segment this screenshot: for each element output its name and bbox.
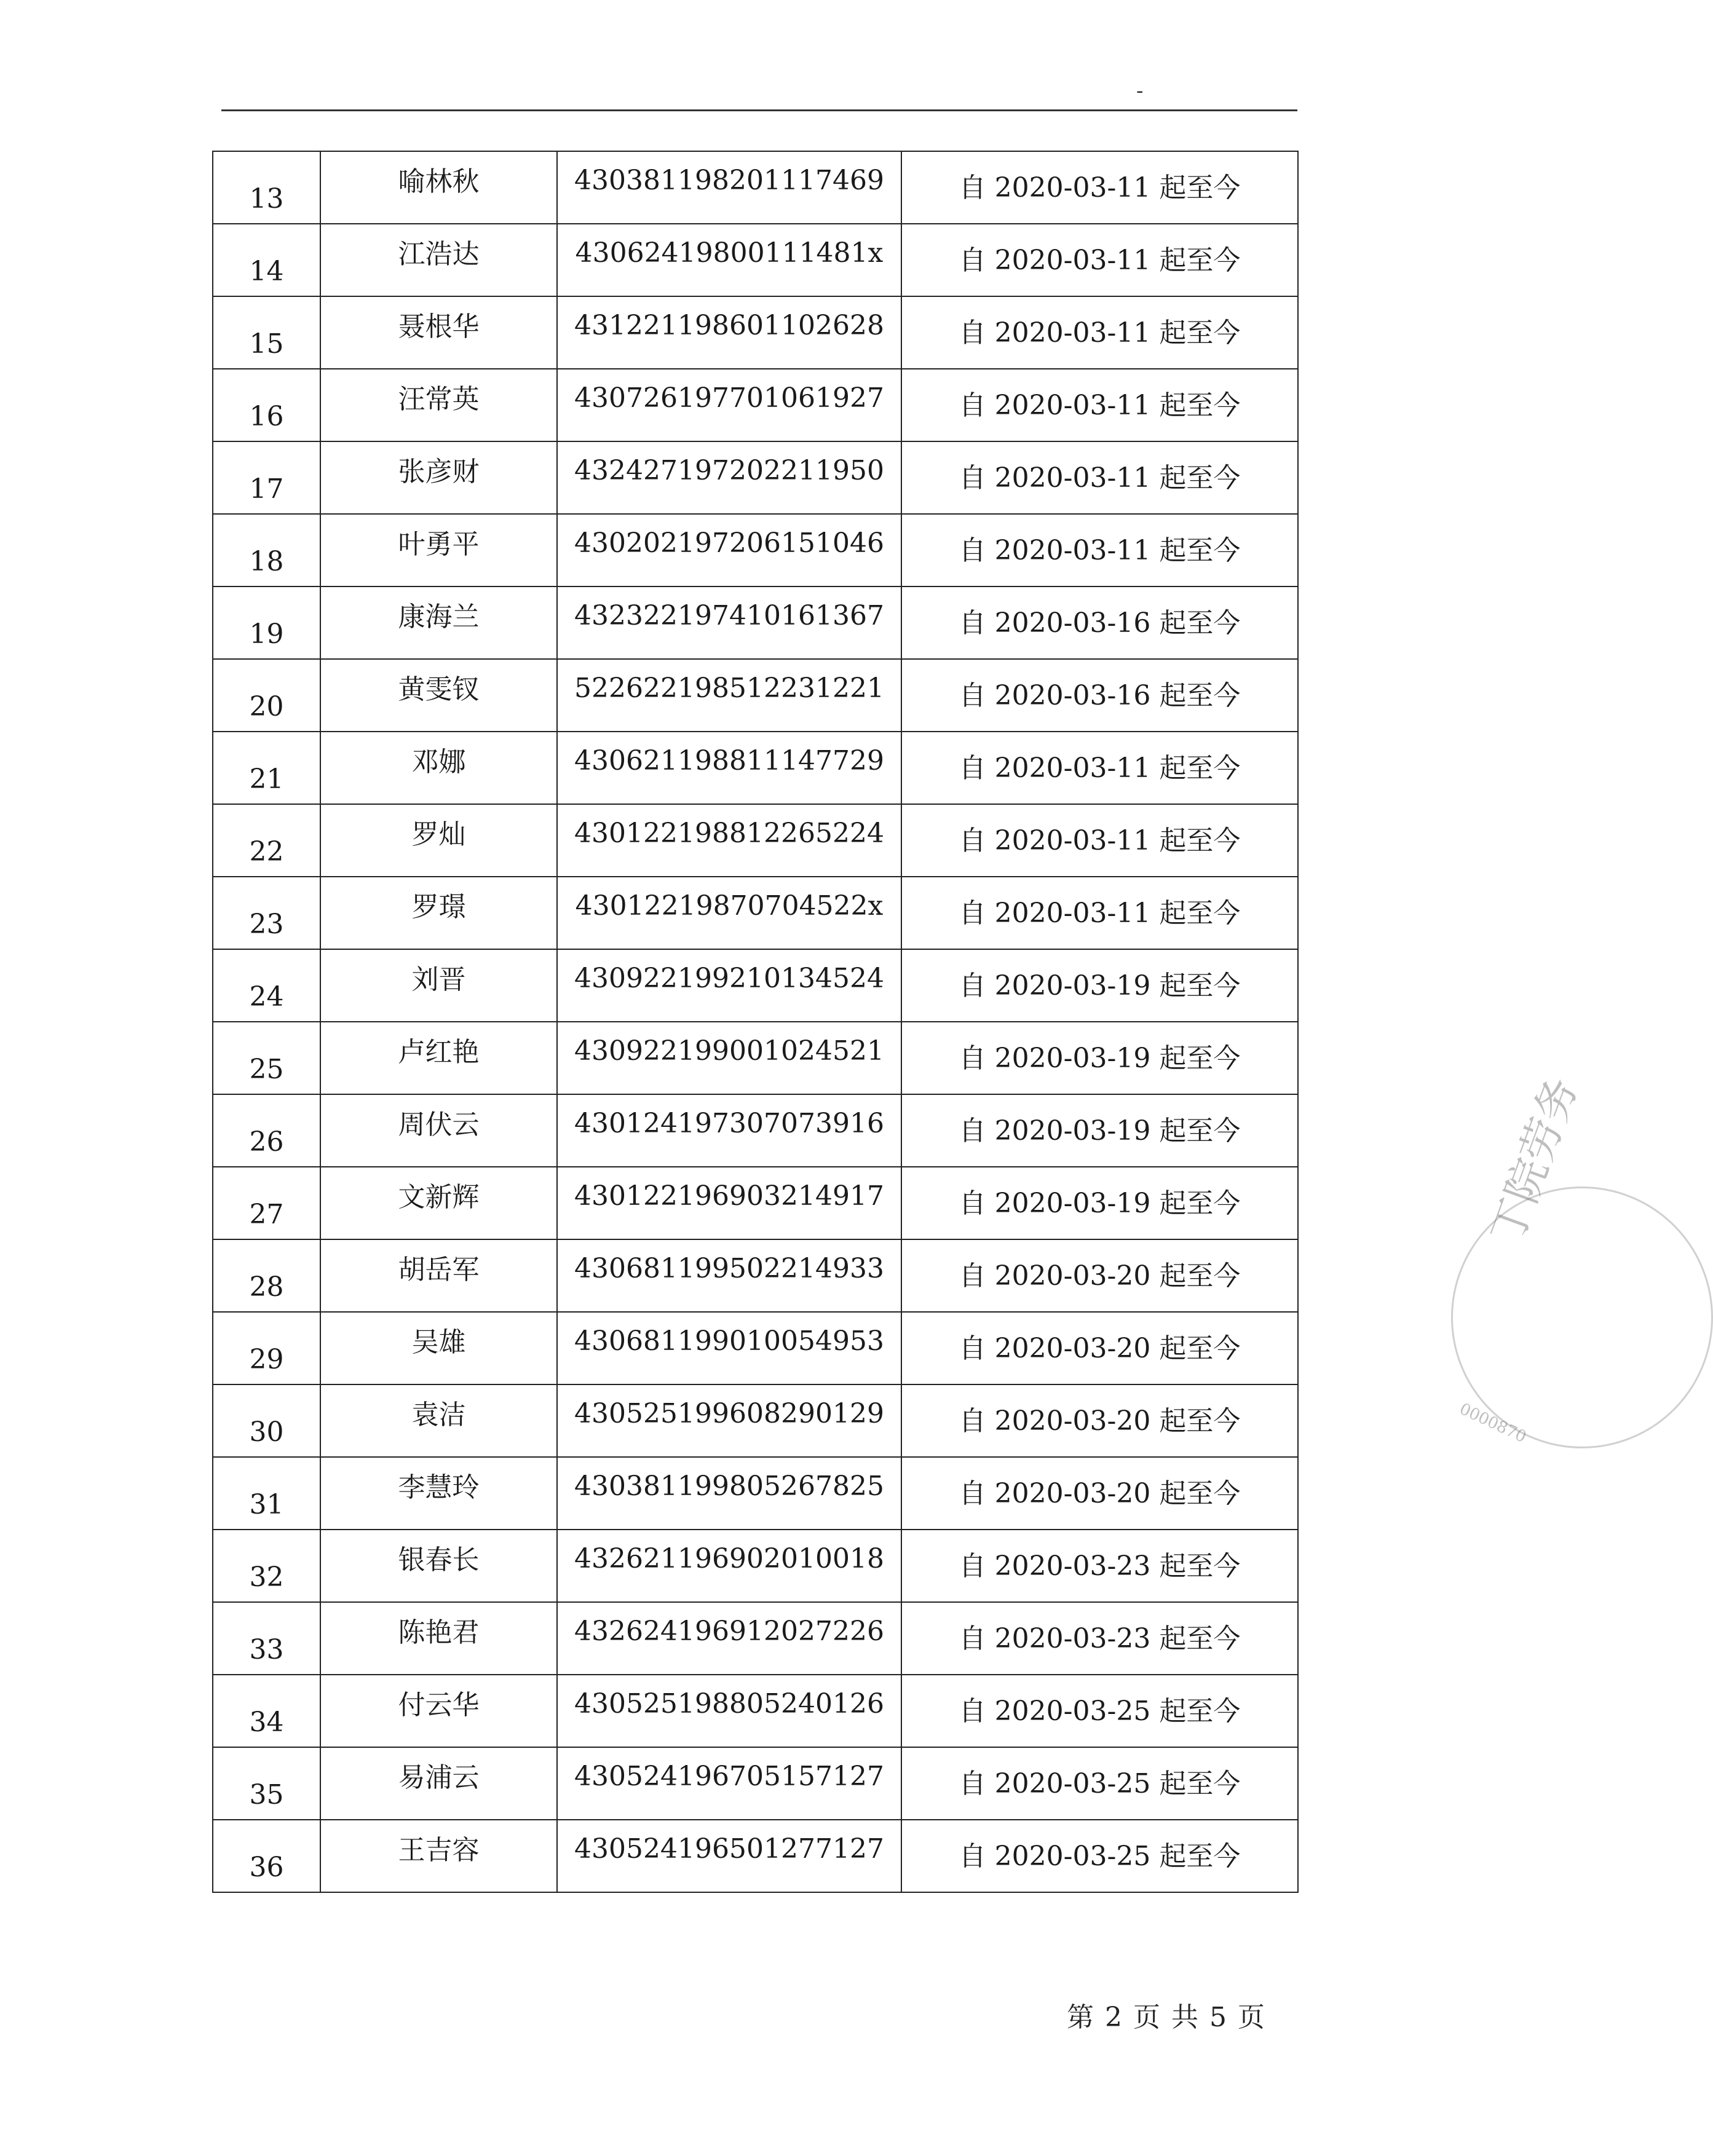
row-number: 16 [249, 400, 284, 432]
row-number-cell [213, 296, 320, 369]
employee-name-cell [320, 151, 557, 224]
employment-period-cell [901, 1312, 1298, 1384]
employment-period: 自 2020-03-19 起至今 [959, 1043, 1241, 1074]
employment-period-cell [901, 1384, 1298, 1457]
id-number-cell [557, 369, 901, 441]
row-number: 36 [249, 1851, 284, 1883]
employee-name-cell [320, 1457, 557, 1530]
employee-name-cell [320, 1602, 557, 1675]
id-number: 43062419800111481x [575, 237, 884, 269]
employee-name-cell [320, 1820, 557, 1892]
row-number-cell [213, 659, 320, 732]
employee-name: 聂根华 [398, 311, 480, 342]
employee-name: 王吉容 [398, 1834, 480, 1866]
employee-name-cell [320, 659, 557, 732]
table-row [213, 659, 1298, 732]
header-rule [221, 109, 1297, 111]
row-number-cell [213, 1602, 320, 1675]
row-number: 13 [249, 183, 284, 215]
employment-period: 自 2020-03-11 起至今 [959, 462, 1241, 494]
id-number-cell [557, 1602, 901, 1675]
id-number: 522622198512231221 [574, 672, 884, 704]
employee-name: 银春长 [398, 1544, 480, 1576]
row-number: 27 [249, 1198, 284, 1230]
id-number: 430124197307073916 [574, 1107, 884, 1139]
table-row [213, 151, 1298, 224]
employee-name-cell [320, 1094, 557, 1167]
employment-period-cell [901, 1675, 1298, 1747]
employee-name: 卢红艳 [398, 1037, 480, 1068]
employee-name-cell [320, 1530, 557, 1602]
id-number-cell [557, 949, 901, 1022]
employee-name-cell [320, 949, 557, 1022]
employee-name: 文新辉 [398, 1182, 480, 1213]
table-row [213, 949, 1298, 1022]
table-row [213, 586, 1298, 659]
row-number: 32 [249, 1561, 284, 1593]
id-number-cell [557, 1022, 901, 1094]
id-number: 430922199001024521 [574, 1035, 884, 1067]
row-number: 26 [249, 1126, 284, 1158]
row-number: 21 [249, 763, 284, 795]
employee-name-cell [320, 1747, 557, 1820]
employee-table [212, 151, 1299, 1893]
row-number: 22 [249, 835, 284, 867]
employment-period-cell [901, 1239, 1298, 1312]
row-number: 35 [249, 1779, 284, 1810]
row-number-cell [213, 151, 320, 224]
employee-name-cell [320, 877, 557, 949]
employee-name-cell [320, 296, 557, 369]
employee-name: 陈艳君 [398, 1617, 480, 1648]
table-row [213, 1457, 1298, 1530]
id-number-cell [557, 1530, 901, 1602]
row-number: 28 [249, 1271, 284, 1303]
employee-name-cell [320, 732, 557, 804]
table-row [213, 1022, 1298, 1094]
employee-name: 喻林秋 [398, 166, 480, 197]
table-row [213, 1675, 1298, 1747]
employment-period: 自 2020-03-20 起至今 [959, 1405, 1241, 1437]
employment-period: 自 2020-03-11 起至今 [959, 172, 1241, 203]
employee-name-cell [320, 1384, 557, 1457]
employee-name: 张彦财 [398, 456, 480, 488]
employee-name: 罗璟 [411, 891, 466, 923]
employee-name: 胡岳军 [398, 1254, 480, 1285]
table-row [213, 877, 1298, 949]
row-number-cell [213, 1312, 320, 1384]
employment-period-cell [901, 441, 1298, 514]
employee-name-cell [320, 1675, 557, 1747]
employee-name: 黄雯钗 [398, 674, 480, 705]
employee-name-cell [320, 441, 557, 514]
id-number-cell [557, 1457, 901, 1530]
id-number-cell [557, 732, 901, 804]
id-number: 432621196902010018 [574, 1542, 884, 1574]
employment-period-cell [901, 1602, 1298, 1675]
id-number: 430122196903214917 [574, 1180, 884, 1212]
employment-period: 自 2020-03-19 起至今 [959, 970, 1241, 1001]
header-mark: - [1136, 79, 1144, 103]
table-row [213, 369, 1298, 441]
row-number: 18 [249, 545, 284, 577]
id-number-cell [557, 151, 901, 224]
table-row [213, 1384, 1298, 1457]
employment-period: 自 2020-03-25 起至今 [959, 1696, 1241, 1727]
employment-period: 自 2020-03-11 起至今 [959, 752, 1241, 784]
employee-name: 李慧玲 [398, 1472, 480, 1503]
employment-period-cell [901, 1094, 1298, 1167]
row-number-cell [213, 1530, 320, 1602]
employment-period-cell [901, 732, 1298, 804]
row-number: 23 [249, 908, 284, 940]
employee-name-cell [320, 1239, 557, 1312]
id-number-cell [557, 224, 901, 296]
id-number: 430525199608290129 [574, 1397, 884, 1429]
id-number-cell [557, 804, 901, 877]
employee-name-cell [320, 1312, 557, 1384]
employment-period-cell [901, 659, 1298, 732]
employee-name: 袁洁 [411, 1399, 466, 1431]
id-number: 430525198805240126 [574, 1688, 884, 1720]
id-number-cell [557, 296, 901, 369]
table-row [213, 1602, 1298, 1675]
employment-period-cell [901, 514, 1298, 586]
id-number-cell [557, 514, 901, 586]
employee-name-cell [320, 1167, 557, 1239]
employment-period: 自 2020-03-23 起至今 [959, 1623, 1241, 1654]
employment-period-cell [901, 1167, 1298, 1239]
id-number-cell [557, 1820, 901, 1892]
id-number: 430381198201117469 [574, 164, 884, 196]
row-number: 34 [249, 1706, 284, 1738]
row-number-cell [213, 1820, 320, 1892]
table-row [213, 804, 1298, 877]
page-number: 第 2 页 共 5 页 [1067, 2002, 1266, 2033]
table-row [213, 1530, 1298, 1602]
employment-period: 自 2020-03-16 起至今 [959, 680, 1241, 711]
employment-period-cell [901, 586, 1298, 659]
employment-period: 自 2020-03-20 起至今 [959, 1478, 1241, 1509]
employment-period-cell [901, 804, 1298, 877]
table-row [213, 514, 1298, 586]
id-number-cell [557, 1312, 901, 1384]
employment-period-cell [901, 1457, 1298, 1530]
id-number: 430621198811147729 [574, 744, 884, 776]
employee-name: 罗灿 [411, 819, 466, 850]
employment-period-cell [901, 1022, 1298, 1094]
row-number-cell [213, 1675, 320, 1747]
employment-period-cell [901, 296, 1298, 369]
id-number: 430122198812265224 [574, 817, 884, 849]
row-number: 31 [249, 1488, 284, 1520]
employment-period-cell [901, 877, 1298, 949]
row-number-cell [213, 877, 320, 949]
employment-period: 自 2020-03-25 起至今 [959, 1768, 1241, 1799]
employee-name: 易浦云 [398, 1762, 480, 1793]
id-number: 432322197410161367 [574, 599, 884, 631]
row-number: 33 [249, 1633, 284, 1665]
table-row [213, 1239, 1298, 1312]
id-number: 431221198601102628 [574, 309, 884, 341]
table-row [213, 1167, 1298, 1239]
row-number: 20 [249, 690, 284, 722]
employee-name-cell [320, 1022, 557, 1094]
employee-name: 康海兰 [398, 601, 480, 633]
employment-period: 自 2020-03-20 起至今 [959, 1260, 1241, 1292]
table-row [213, 1747, 1298, 1820]
row-number: 25 [249, 1053, 284, 1085]
employment-period: 自 2020-03-25 起至今 [959, 1841, 1241, 1872]
id-number: 430922199210134524 [574, 962, 884, 994]
id-number: 430202197206151046 [574, 527, 884, 559]
row-number-cell [213, 369, 320, 441]
employee-name: 邓娜 [411, 746, 466, 778]
employee-name: 付云华 [398, 1689, 480, 1721]
id-number-cell [557, 1747, 901, 1820]
employment-period: 自 2020-03-11 起至今 [959, 245, 1241, 276]
id-number-cell [557, 1239, 901, 1312]
employment-period: 自 2020-03-19 起至今 [959, 1188, 1241, 1219]
employment-period: 自 2020-03-11 起至今 [959, 825, 1241, 856]
table-row [213, 1094, 1298, 1167]
row-number-cell [213, 1747, 320, 1820]
employee-name: 周伏云 [398, 1109, 480, 1140]
row-number-cell [213, 1022, 320, 1094]
employment-period: 自 2020-03-11 起至今 [959, 898, 1241, 929]
id-number-cell [557, 1094, 901, 1167]
id-number: 430681199010054953 [574, 1325, 884, 1357]
employment-period: 自 2020-03-20 起至今 [959, 1333, 1241, 1364]
row-number: 14 [249, 255, 284, 287]
employment-period-cell [901, 224, 1298, 296]
row-number-cell [213, 514, 320, 586]
id-number: 430524196705157127 [574, 1760, 884, 1792]
row-number-cell [213, 441, 320, 514]
employee-name: 刘晋 [411, 964, 466, 995]
employee-name: 江浩达 [398, 239, 480, 270]
row-number: 30 [249, 1416, 284, 1448]
row-number: 19 [249, 618, 284, 650]
employee-name: 吴雄 [411, 1327, 466, 1358]
table-row [213, 296, 1298, 369]
employment-period-cell [901, 949, 1298, 1022]
employment-period-cell [901, 1530, 1298, 1602]
row-number-cell [213, 949, 320, 1022]
row-number-cell [213, 732, 320, 804]
row-number-cell [213, 1167, 320, 1239]
employee-name-cell [320, 369, 557, 441]
table-row [213, 441, 1298, 514]
employment-period-cell [901, 151, 1298, 224]
id-number: 430381199805267825 [574, 1470, 884, 1502]
id-number: 430726197701061927 [574, 382, 884, 414]
row-number: 24 [249, 981, 284, 1013]
row-number-cell [213, 224, 320, 296]
employment-period-cell [901, 369, 1298, 441]
employment-period-cell [901, 1820, 1298, 1892]
row-number-cell [213, 1094, 320, 1167]
id-number: 432624196912027226 [574, 1615, 884, 1647]
id-number: 430681199502214933 [574, 1252, 884, 1284]
id-number-cell [557, 1675, 901, 1747]
employee-name-cell [320, 804, 557, 877]
id-number-cell [557, 586, 901, 659]
employment-period: 自 2020-03-11 起至今 [959, 390, 1241, 421]
employment-period: 自 2020-03-19 起至今 [959, 1115, 1241, 1147]
row-number-cell [213, 586, 320, 659]
row-number-cell [213, 1384, 320, 1457]
seal-code: 0000870 [1457, 1399, 1529, 1447]
id-number-cell [557, 441, 901, 514]
table-row [213, 1820, 1298, 1892]
id-number-cell [557, 877, 901, 949]
employee-name: 汪常英 [398, 384, 480, 415]
employment-period: 自 2020-03-11 起至今 [959, 535, 1241, 566]
table-row [213, 224, 1298, 296]
table-row [213, 1312, 1298, 1384]
employment-period: 自 2020-03-11 起至今 [959, 317, 1241, 349]
employment-period-cell [901, 1747, 1298, 1820]
employment-period: 自 2020-03-23 起至今 [959, 1550, 1241, 1582]
id-number: 43012219870704522x [575, 890, 884, 922]
employment-period: 自 2020-03-16 起至今 [959, 607, 1241, 639]
employee-name-cell [320, 514, 557, 586]
table-body [213, 151, 1298, 1892]
id-number-cell [557, 1384, 901, 1457]
id-number-cell [557, 659, 901, 732]
id-number: 430524196501277127 [574, 1833, 884, 1865]
row-number: 17 [249, 473, 284, 505]
row-number-cell [213, 804, 320, 877]
table-row [213, 732, 1298, 804]
employee-name-cell [320, 586, 557, 659]
row-number: 29 [249, 1343, 284, 1375]
row-number: 15 [249, 328, 284, 360]
employee-name-cell [320, 224, 557, 296]
id-number: 432427197202211950 [574, 454, 884, 486]
seal-text: 丁院劳务 [1481, 1071, 1588, 1250]
employee-name: 叶勇平 [398, 529, 480, 560]
row-number-cell [213, 1457, 320, 1530]
id-number-cell [557, 1167, 901, 1239]
row-number-cell [213, 1239, 320, 1312]
